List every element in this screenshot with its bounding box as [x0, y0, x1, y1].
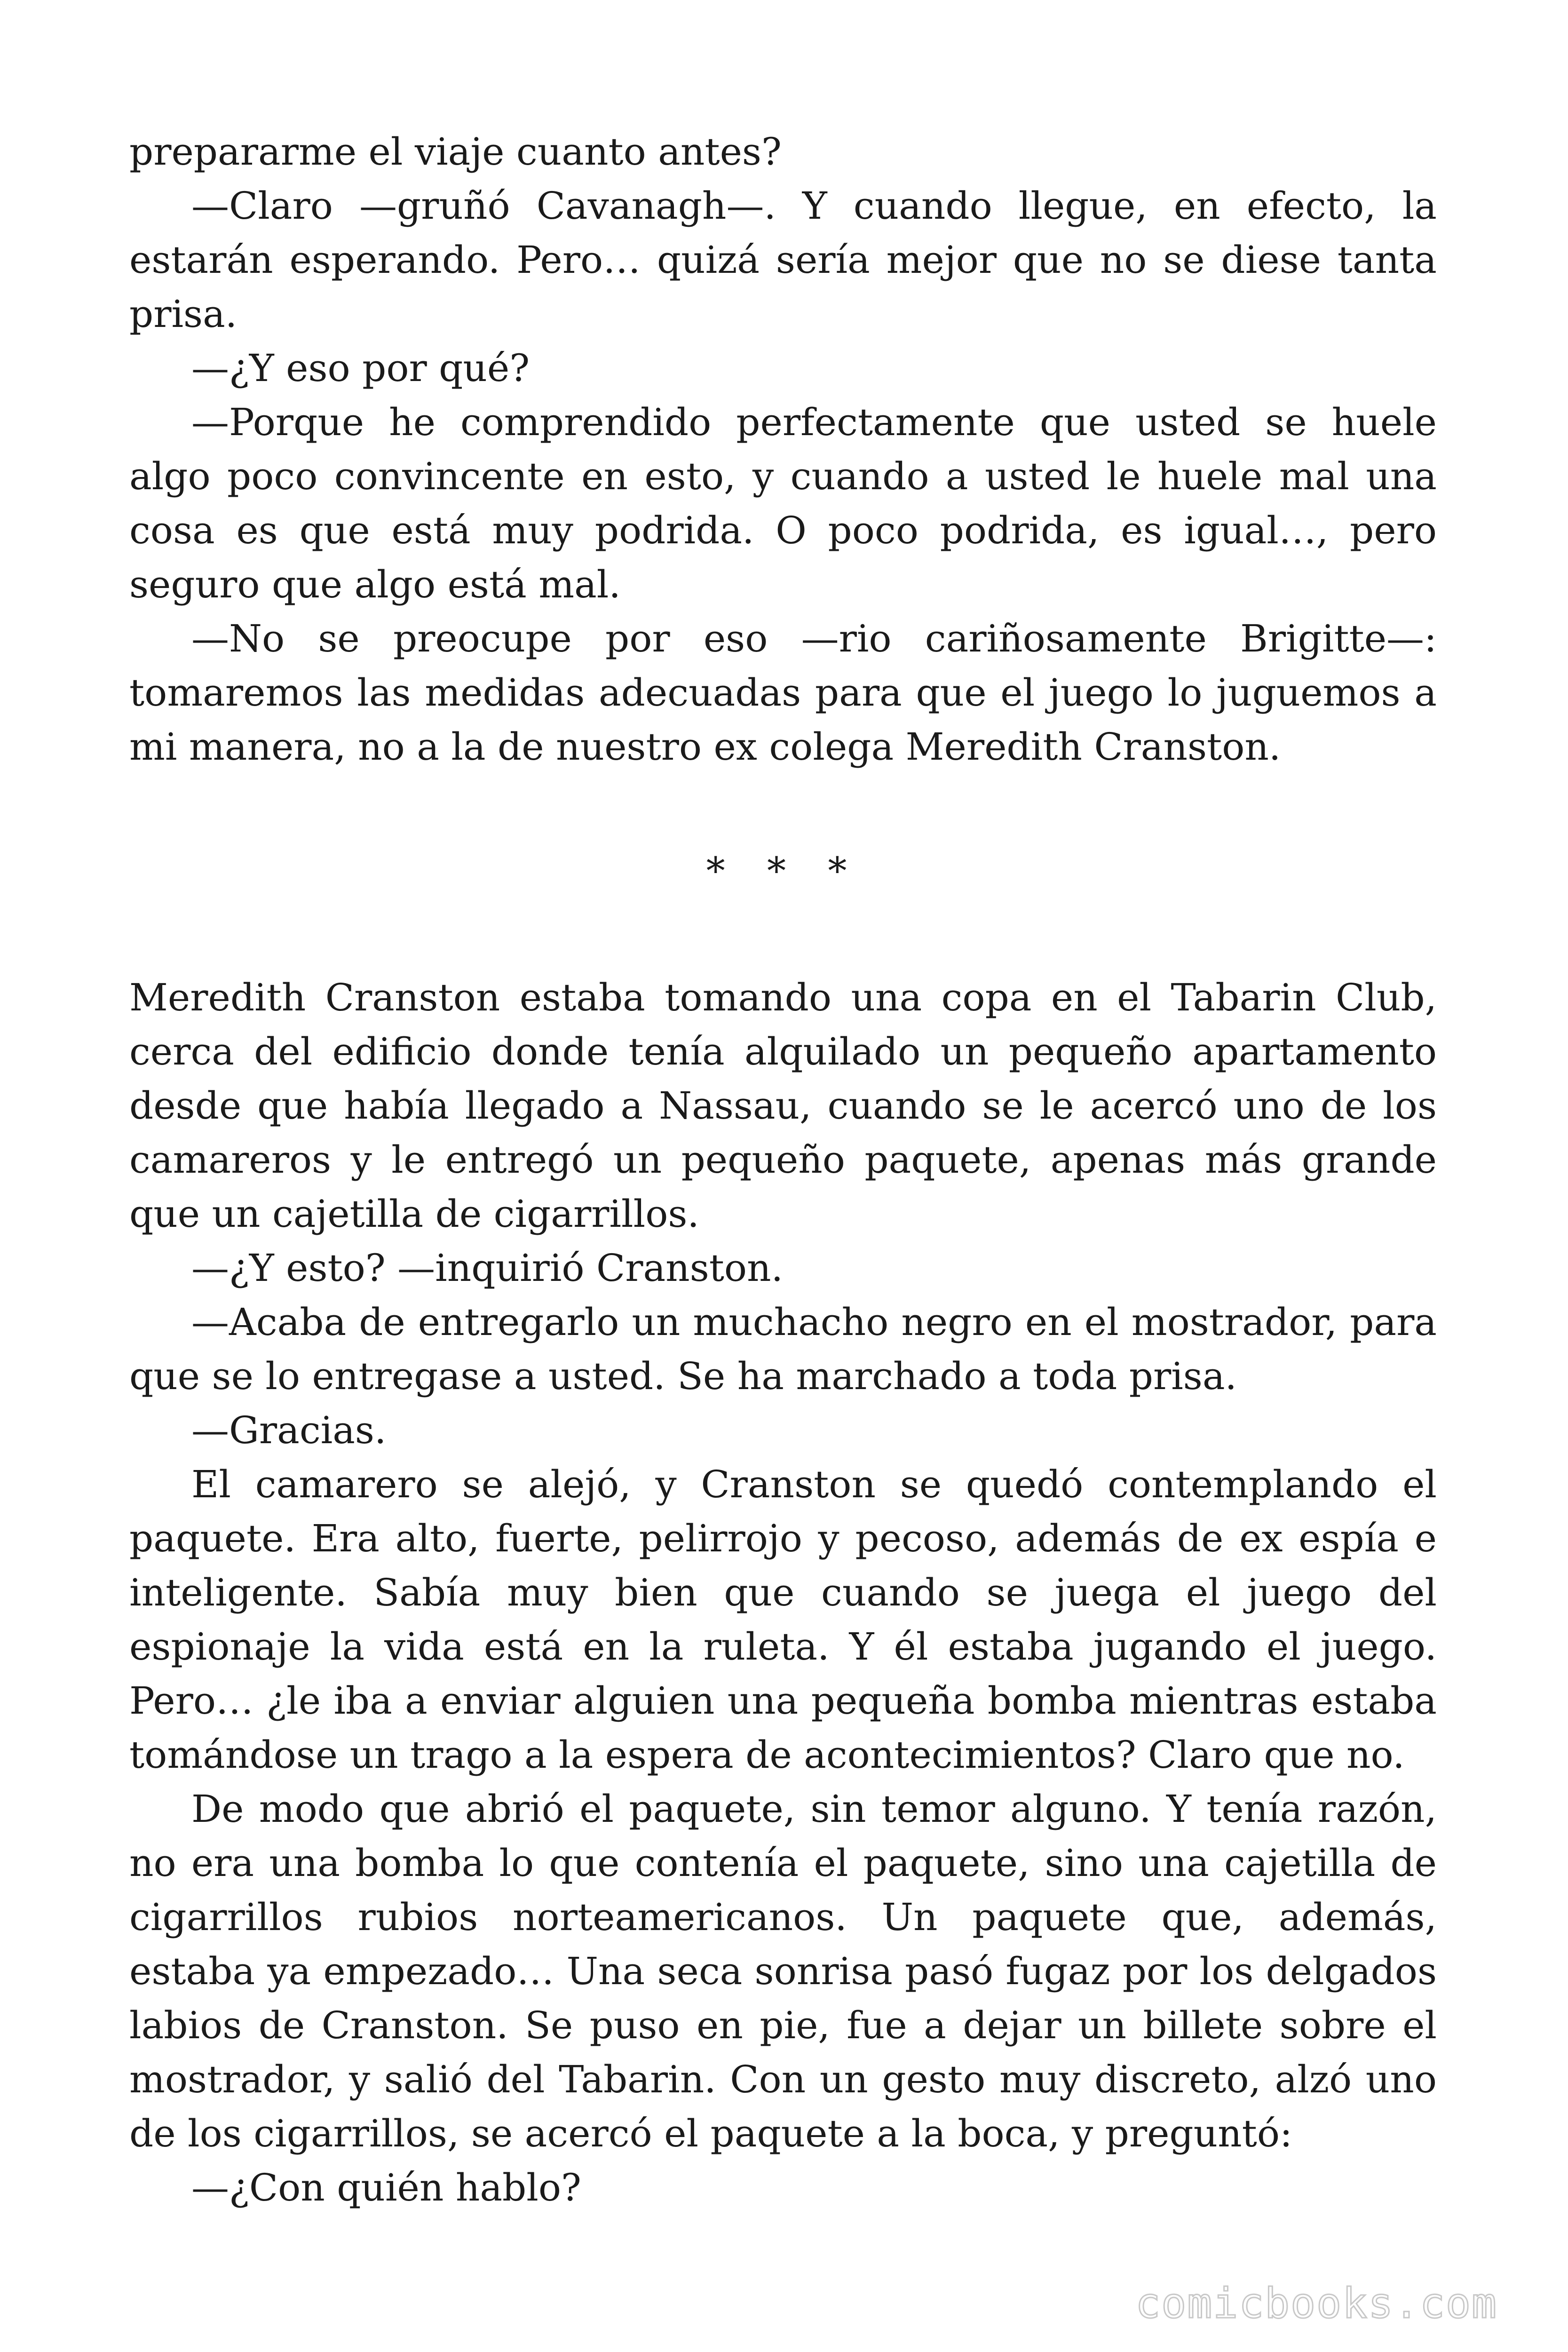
paragraph: —¿Y esto? —inquirió Cranston.	[191, 1246, 784, 1290]
paragraph: prepararme el viaje cuanto antes?	[129, 130, 782, 174]
paragraph: Meredith Cranston estaba tomando una copa en el Tabarin Club, cerca del edificio donde tenía alquilado un pequeño apartamento desde que había llegado a Nassau, cuando se le acercó uno de los camareros y le entregó un pequeño paquete, apenas más grande que un cajetilla de cigarrillos.	[129, 976, 1437, 1236]
paragraph: El camarero se alejó, y Cranston se quedó contemplando el paquete. Era alto, fuerte, pelirrojo y pecoso, además de ex espía e inteligente. Sabía muy bien que cuando se juega el juego del espionaje la vida está en la ruleta. Y él estaba jugando el juego. Pero… ¿le iba a enviar alguien una pequeña bomba mientras estaba tomándose un trago a la espera de acontecimientos? Claro que no.	[129, 1462, 1437, 1777]
paragraph: —¿Y eso por qué?	[191, 346, 530, 390]
paragraph: —Acaba de entregarlo un muchacho negro en el mostrador, para que se lo entregase a usted. Se ha marchado a toda prisa.	[129, 1300, 1437, 1398]
paragraph: —Claro —gruñó Cavanagh—. Y cuando llegue, en efecto, la estarán esperando. Pero… quizá sería mejor que no se diese tanta prisa.	[129, 184, 1437, 336]
paragraph: —¿Con quién hablo?	[191, 2166, 581, 2209]
section-separator: * * *	[706, 849, 862, 893]
paragraph: —No se preocupe por eso —rio cariñosamente Brigitte—: tomaremos las medidas adecuadas para que el juego lo juguemos a mi manera, no a la de nuestro ex colega Meredith Cranston.	[129, 617, 1437, 769]
paragraph: De modo que abrió el paquete, sin temor alguno. Y tenía razón, no era una bomba lo que contenía el paquete, sino una cajetilla de cigarrillos rubios norteamericanos. Un paquete que, además, estaba ya empezado… Una seca sonrisa pasó fugaz por los delgados labios de Cranston. Se puso en pie, fue a dejar un billete sobre el mostrador, y salió del Tabarin. Con un gesto muy discreto, alzó uno de los cigarrillos, se acercó el paquete a la boca, y preguntó:	[129, 1787, 1437, 2155]
paragraph: —Porque he comprendido perfectamente que usted se huele algo poco convincente en esto, y cuando a usted le huele mal una cosa es que está muy podrida. O poco podrida, es igual…, pero seguro que algo está mal.	[129, 400, 1437, 606]
watermark: comicbooks.com	[1135, 2279, 1497, 2328]
bottom-text-block	[129, 970, 1437, 2215]
top-text-block	[129, 125, 1437, 774]
paragraph: —Gracias.	[191, 1408, 387, 1452]
